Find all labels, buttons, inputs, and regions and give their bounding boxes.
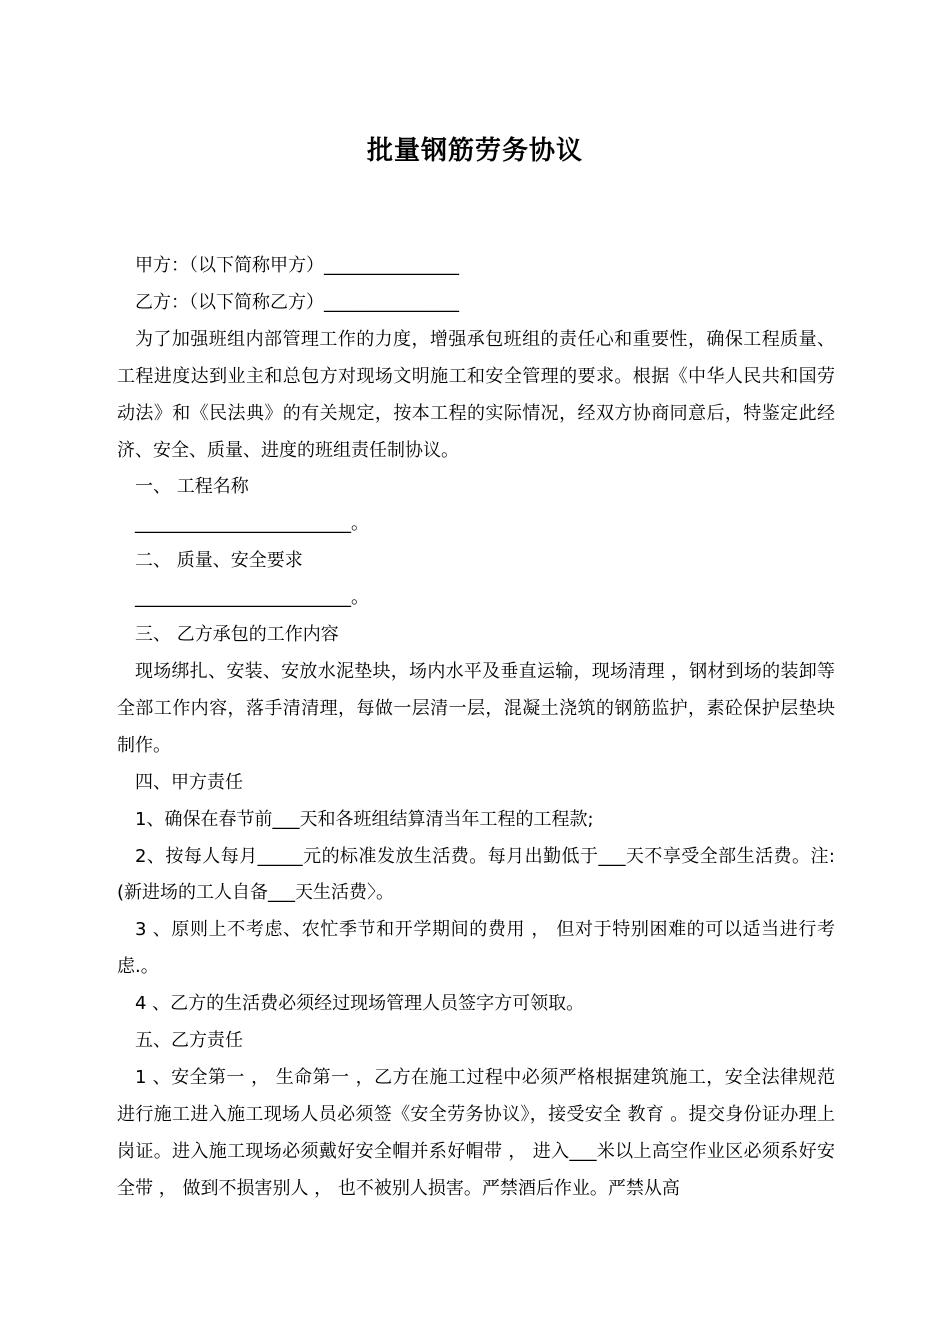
section-2-heading: 二、 质量、安全要求 <box>135 550 303 572</box>
document-title: 批量钢筋劳务协议 <box>366 136 583 166</box>
party-a-duty-3: 3 、原则上不考虑、农忙季节和开学期间的费用 ， 但对于特别困难的可以适当进行考虑.。 <box>117 919 835 978</box>
project-name-blank: ________________________。 <box>135 513 369 535</box>
section-5-heading: 五、乙方责任 <box>135 1030 243 1052</box>
party-a-duty-2: 2、按每人每月_____元的标准发放生活费。每月出勤低于___天不享受全部生活费。注:(新进场的工人自备___天生活费〉。 <box>117 845 835 904</box>
party-a-line: 甲方：（以下简称甲方）_______________ <box>135 255 459 276</box>
party-a-duty-4: 4 、乙方的生活费必须经过现场管理人员签字方可领取。 <box>135 993 585 1015</box>
party-b-line: 乙方：（以下简称乙方）_______________ <box>135 291 459 313</box>
section-4-heading: 四、甲方责任 <box>135 771 243 793</box>
preamble-paragraph: 为了加强班组内部管理工作的力度，增强承包班组的责任心和重要性，确保工程质量、工程进度达到业主和总包方对现场文明施工和安全管理的要求。根据《中华人民共和国劳动法》和《民法典》的有关规定，按本工程的实际情况，经双方协商同意后，特鉴定此经济、安全、质量、进度的班组责任制协议。 <box>117 328 835 461</box>
party-a-duty-1: 1、确保在春节前___天和各班组结算清当年工程的工程款; <box>135 808 594 830</box>
document-body <box>117 248 835 1208</box>
party-b-duty-1: 1 、安全第一 ， 生命第一 ，乙方在施工过程中必须严格根据建筑施工，安全法律规范进行施工进入施工现场人员必须签《安全劳务协议》，接受安全 教育 。提交身份证办理上岗证。进入施工现场必须戴好安全帽并系好帽带 ， 进入___米以上高空作业区必须系好安全带 ， 做到不损害别人 ， 也不被别人损害。严禁酒后作业。严禁从高 <box>117 1066 835 1199</box>
section-3-heading: 三、 乙方承包的工作内容 <box>135 624 339 646</box>
section-1-heading: 一、 工程名称 <box>135 476 249 498</box>
work-content-paragraph: 现场绑扎、安装、安放水泥垫块，场内水平及垂直运输，现场清理 ，钢材到场的装卸等全部工作内容，落手清清理，每做一层清一层，混凝土浇筑的钢筋监护，素砼保护层垫块制作。 <box>117 660 835 756</box>
quality-safety-blank: ________________________。 <box>135 587 369 609</box>
